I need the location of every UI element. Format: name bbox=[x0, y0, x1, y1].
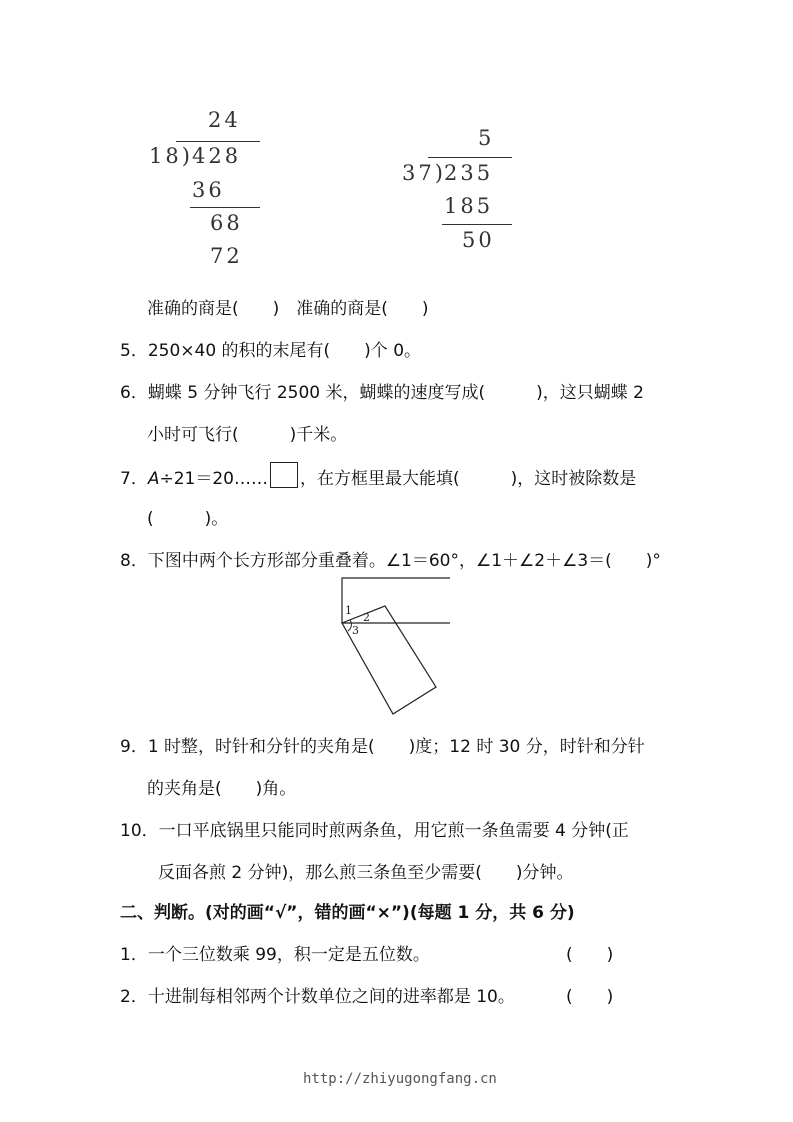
question-7-line1 bbox=[120, 462, 636, 489]
overlapping-rectangles-figure bbox=[330, 572, 460, 722]
q7-expression: ÷21＝20…… bbox=[159, 469, 268, 489]
q7-variable: A bbox=[147, 469, 160, 489]
division1-dividend: 428 bbox=[192, 144, 242, 168]
section-2-heading: 二、判断。(对的画“√”，错的画“×”)(每题 1 分，共 6 分) bbox=[120, 903, 575, 923]
division1-step2: 68 bbox=[210, 211, 243, 235]
judgment-1-answer[interactable]: ( ) bbox=[566, 945, 614, 965]
division2-dividend: 235 bbox=[444, 161, 494, 185]
footer-url[interactable]: http://zhiyugongfang.cn bbox=[303, 1071, 497, 1087]
angle-arc bbox=[348, 620, 351, 631]
question-9-line2: 的夹角是( )角。 bbox=[147, 779, 297, 799]
division1-rule2 bbox=[190, 207, 260, 208]
question-6-line1: 6．蝴蝶 5 分钟飞行 2500 米，蝴蝶的速度写成( )，这只蝴蝶 2 bbox=[120, 383, 644, 403]
q4-answers: 准确的商是( ) 准确的商是( ) bbox=[147, 299, 429, 319]
question-9-line1: 9．1 时整，时针和分针的夹角是( )度；12 时 30 分，时针和分针 bbox=[120, 737, 645, 757]
question-7-line2: ( )。 bbox=[147, 509, 229, 529]
judgment-1: 1．一个三位数乘 99，积一定是五位数。 bbox=[120, 945, 430, 965]
question-6-line2: 小时可飞行( )千米。 bbox=[147, 425, 348, 445]
angle-label-2: 2 bbox=[363, 611, 370, 624]
question-10-line1: 10．一口平底锅里只能同时煎两条鱼，用它煎一条鱼需要 4 分钟(正 bbox=[120, 821, 629, 841]
angle-label-1: 1 bbox=[345, 604, 352, 617]
division1-step3: 72 bbox=[210, 244, 243, 268]
tilted-rectangle bbox=[342, 606, 436, 714]
angle-label-3: 3 bbox=[352, 624, 359, 637]
division1-step1: 36 bbox=[192, 178, 225, 202]
question-8: 8．下图中两个长方形部分重叠着。∠1＝60°，∠1＋∠2＋∠3＝( )° bbox=[120, 551, 661, 571]
division2-remainder: 50 bbox=[462, 228, 495, 252]
question-5: 5．250×40 的积的末尾有( )个 0。 bbox=[120, 341, 422, 361]
division2-divisor: 37) bbox=[402, 161, 446, 185]
division1-divisor: 18) bbox=[149, 144, 193, 168]
division1-quotient: 24 bbox=[208, 108, 241, 132]
judgment-2-answer[interactable]: ( ) bbox=[566, 987, 614, 1007]
division1-bracket-line bbox=[176, 141, 260, 142]
question-10-line2: 反面各煎 2 分钟)，那么煎三条鱼至少需要( )分钟。 bbox=[158, 863, 574, 883]
judgment-2: 2．十进制每相邻两个计数单位之间的进率都是 10。 bbox=[120, 987, 515, 1007]
q7-number: 7． bbox=[120, 469, 148, 489]
division2-quotient: 5 bbox=[478, 126, 495, 150]
division2-step1: 185 bbox=[444, 194, 494, 218]
answer-box[interactable] bbox=[270, 462, 298, 488]
division2-rule2 bbox=[442, 224, 512, 225]
q7-suffix: ，在方框里最大能填( )，这时被除数是 bbox=[299, 469, 637, 489]
division2-bracket-line bbox=[428, 157, 512, 158]
